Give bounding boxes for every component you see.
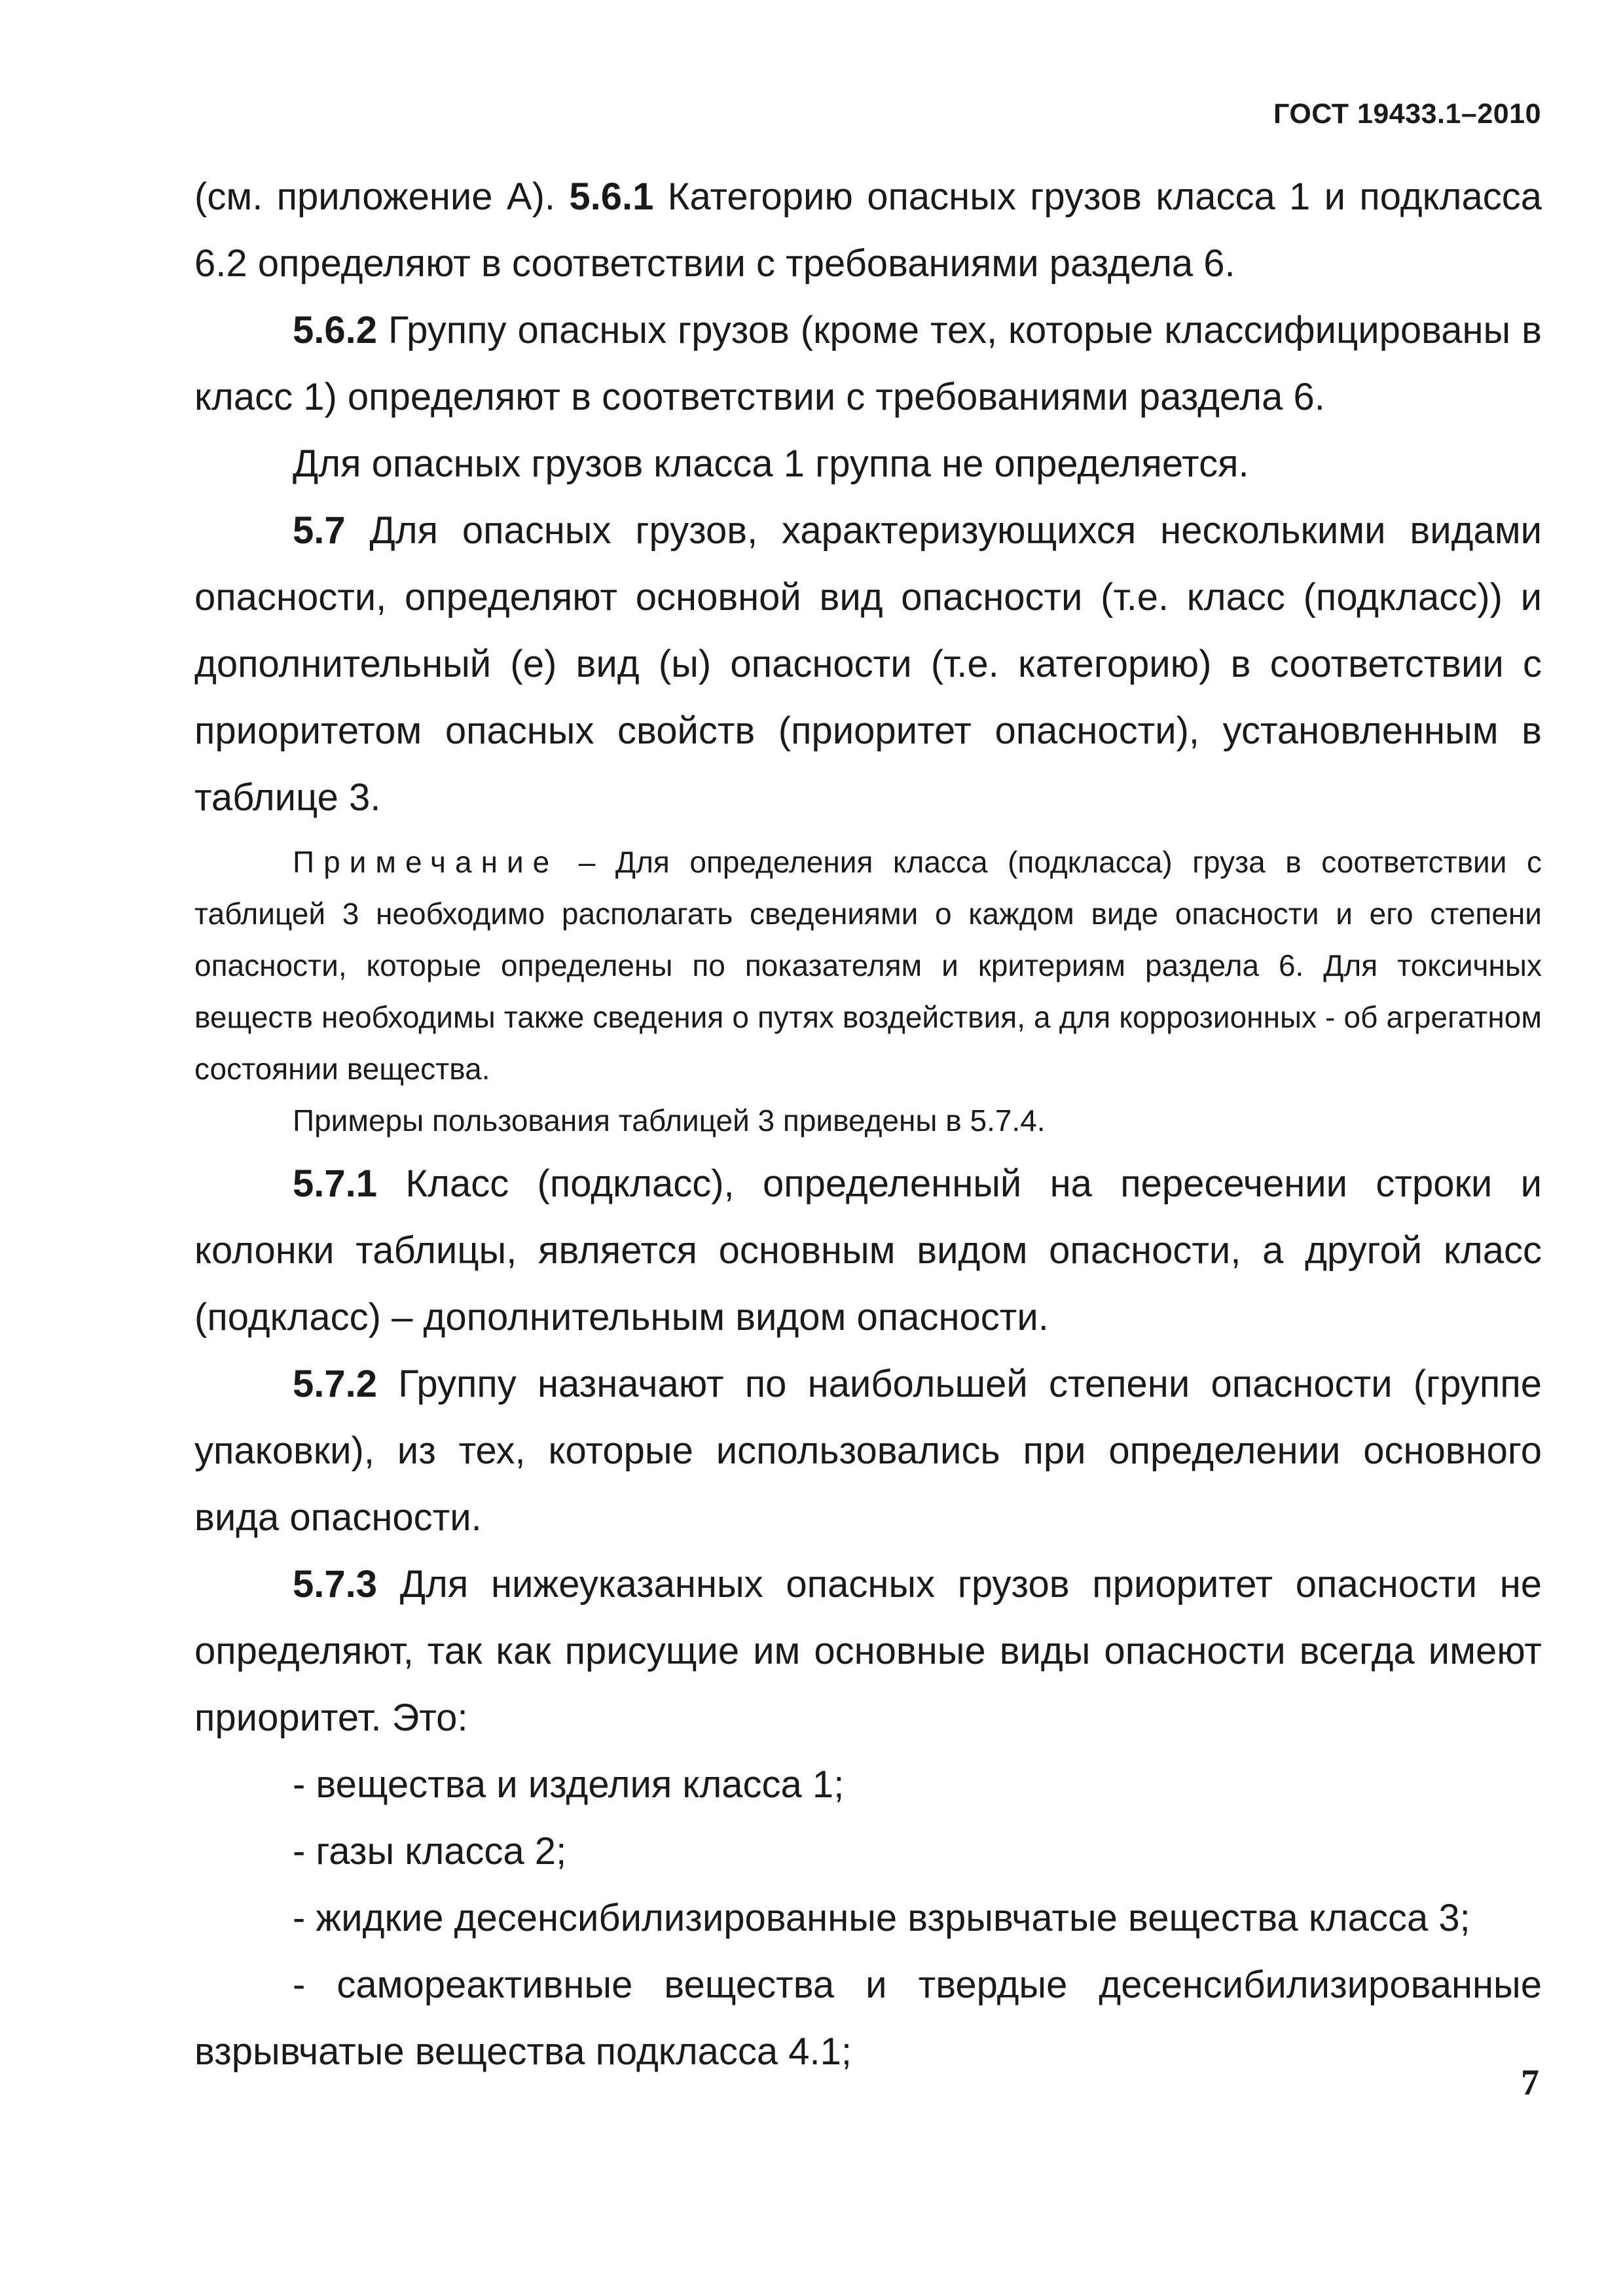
clause-number-5-7-1: 5.7.1 — [293, 1162, 377, 1205]
list-item: - газы класса 2; — [293, 1830, 567, 1873]
paragraph-lead-text: (см. приложение А). — [194, 175, 570, 218]
clause-text-5-6-2: Группу опасных грузов (кроме тех, которые классифицированы в класс 1) определяют в соответствии с требованиями раздела 6. — [194, 309, 1542, 418]
clause-text-5-6-1: Категорию опасных грузов класса 1 и подкласса 6.2 определяют в соответствии с требованиями раздела 6. — [194, 175, 1542, 285]
clause-number-5-7-2: 5.7.2 — [293, 1363, 377, 1405]
examples-reference: Примеры пользования таблицей 3 приведены в 5.7.4. — [293, 1103, 1046, 1138]
clause-text-5-7-1: Класс (подкласс), определенный на пересечении строки и колонки таблицы, является основным видом опасности, а другой класс (подкласс) – дополнительным видом опасности. — [194, 1162, 1542, 1338]
paragraph-5-7-1 — [194, 1151, 1542, 1351]
note-label: Примечание — [293, 845, 559, 879]
paragraph-class1-group: Для опасных грузов класса 1 группа не определяется. — [293, 442, 1249, 485]
list-item: - самореактивные вещества и твердые десенсибилизированные взрывчатые вещества подкласса 4.1; — [194, 1964, 1542, 2073]
clause-number-5-6-2: 5.6.2 — [293, 309, 377, 351]
note-paragraph — [194, 836, 1542, 1095]
clause-text-5-7: Для опасных грузов, характеризующихся несколькими видами опасности, определяют основной вид опасности (т.е. класс (подкласс)) и дополнительный (е) вид (ы) опасности (т.е. категорию) в соответствии с приоритетом опасных свойств (приоритет опасности), установленным в таблице 3. — [194, 509, 1542, 819]
document-code-header: ГОСТ 19433.1–2010 — [1273, 98, 1541, 130]
paragraph-5-7-2 — [194, 1351, 1542, 1551]
document-body — [194, 164, 1542, 2085]
paragraph-5-6-2 — [194, 297, 1542, 431]
note-text: – Для определения класса (подкласса) груза в соответствии с таблицей 3 необходимо располагать сведениями о каждом виде опасности и его степени опасности, которые определены по показателям и критериям раздела 6. Для токсичных веществ необходимы также сведения о путях воздействия, а для коррозионных - об агрегатном состоянии вещества. — [194, 845, 1542, 1086]
clause-text-5-7-2: Группу назначают по наибольшей степени опасности (группе упаковки), из тех, которые использовались при определении основного вида опасности. — [194, 1363, 1542, 1539]
clause-number-5-6-1: 5.6.1 — [569, 175, 654, 218]
paragraph-5-7-3 — [194, 1551, 1542, 1751]
clause-number-5-7: 5.7 — [293, 509, 346, 552]
list-item: - вещества и изделия класса 1; — [293, 1763, 845, 1806]
paragraph-5-6-1 — [194, 164, 1542, 297]
clause-text-5-7-3: Для нижеуказанных опасных грузов приоритет опасности не определяют, так как присущие им основные виды опасности всегда имеют приоритет. Это: — [194, 1563, 1542, 1739]
list-item: - жидкие десенсибилизированные взрывчатые вещества класса 3; — [293, 1897, 1470, 1939]
paragraph-5-7 — [194, 497, 1542, 831]
page-number: 7 — [1521, 2062, 1539, 2103]
clause-number-5-7-3: 5.7.3 — [293, 1563, 377, 1605]
